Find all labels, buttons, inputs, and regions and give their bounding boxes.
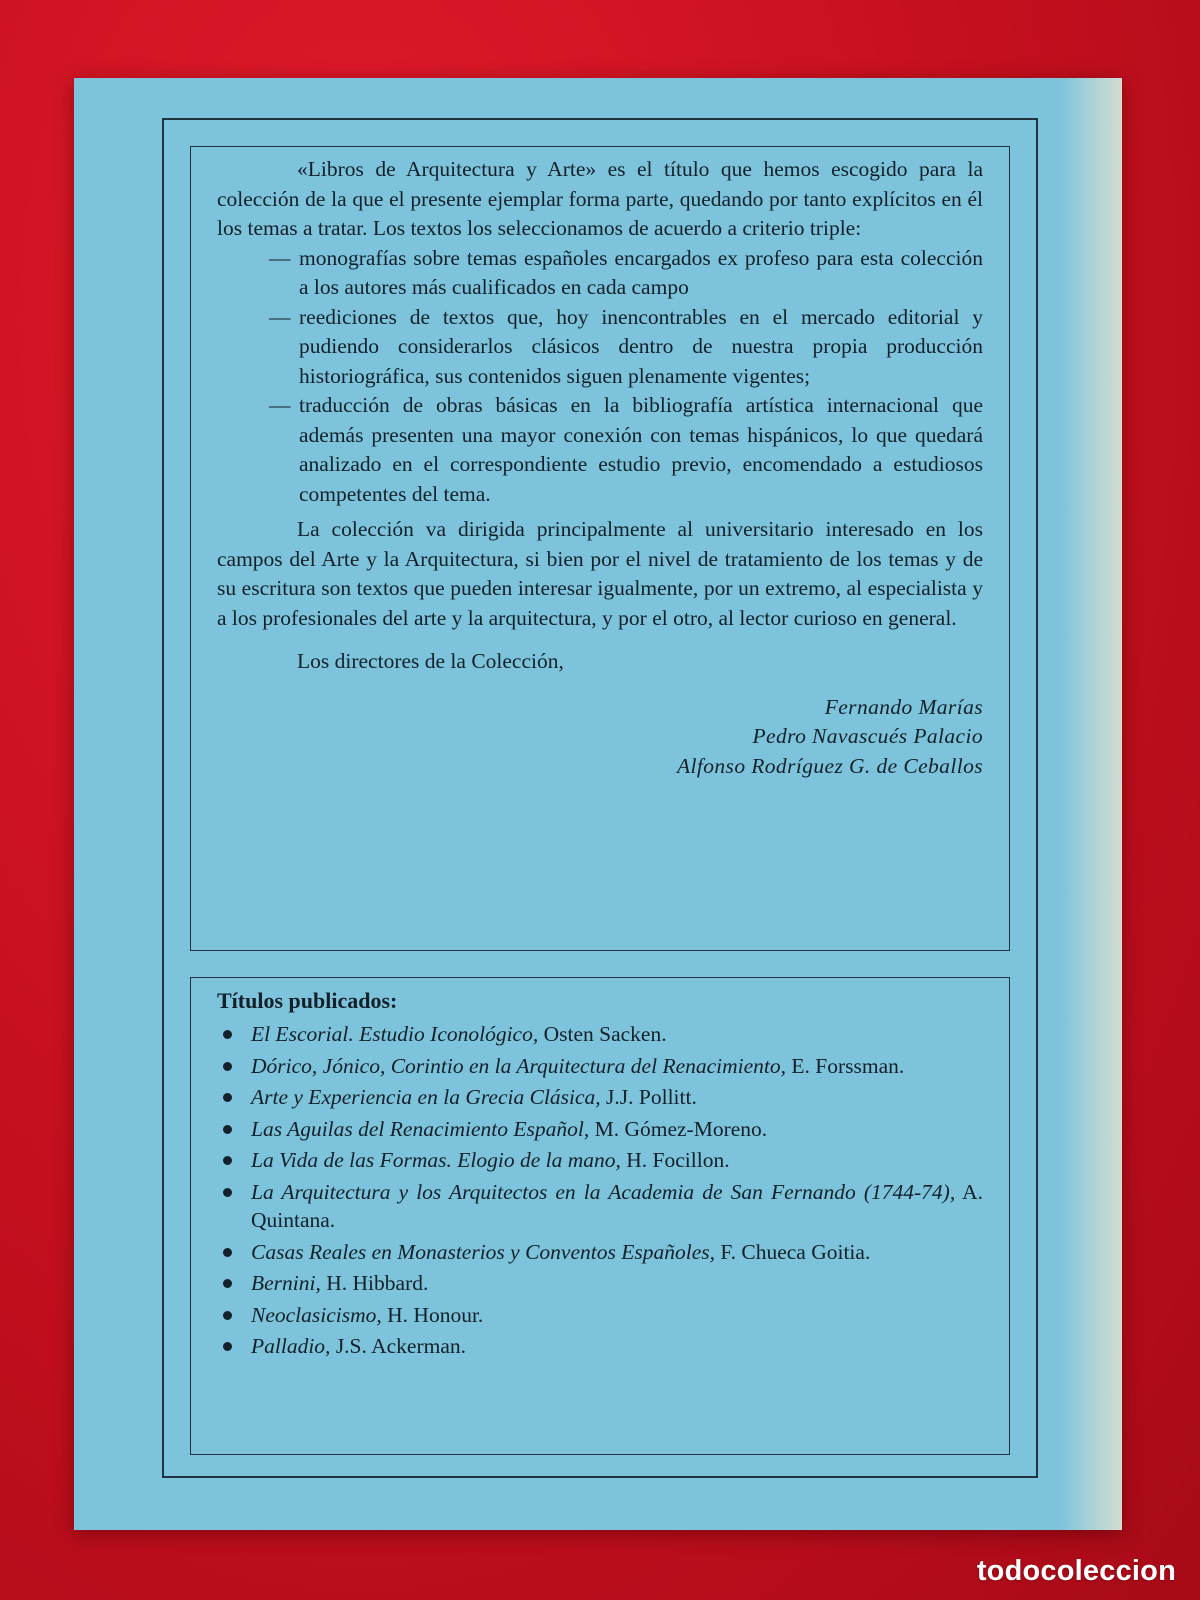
dash-marker: — bbox=[269, 245, 291, 270]
collection-intro-panel bbox=[190, 146, 1010, 951]
book-title: Bernini, bbox=[251, 1271, 321, 1295]
bullet-icon bbox=[223, 1279, 232, 1288]
book-title: Arte y Experiencia en la Grecia Clásica, bbox=[251, 1085, 601, 1109]
book-title: Casas Reales en Monasterios y Conventos Españoles, bbox=[251, 1239, 715, 1264]
outer-border-frame bbox=[162, 118, 1038, 1478]
bullet-icon bbox=[223, 1248, 232, 1257]
list-item bbox=[217, 1083, 983, 1112]
book-author: H. Hibbard. bbox=[320, 1271, 429, 1295]
book-author: H. Honour. bbox=[381, 1302, 484, 1327]
intro-paragraph-2: La colección va dirigida principalmente al universitario interesado en los campos del Arte y la Arquitectura, si bien por el nivel de tratamiento de los temas y de su escritura son textos que pueden interesar igualmente, por un extremo, al especialista y a los profesionales del arte y la arquitectura, y por el otro, al lector curioso en general. bbox=[217, 517, 983, 630]
list-item bbox=[217, 1178, 983, 1235]
book-author: J.J. Pollitt. bbox=[600, 1085, 697, 1109]
criteria-item bbox=[217, 303, 983, 392]
published-titles-panel bbox=[190, 977, 1010, 1455]
intro-paragraph-1: «Libros de Arquitectura y Arte» es el título que hemos escogido para la colección de la que el presente ejemplar forma parte, quedando por tanto explícitos en él los temas a tratar. Los textos los seleccionamos de acuerdo a criterio triple: bbox=[217, 157, 983, 240]
book-title: La Vida de las Formas. Elogio de la mano, bbox=[251, 1148, 621, 1172]
criteria-item-text: traducción de obras básicas en la bibliografía artística internacional que además presenten una mayor conexión con temas hispánicos, lo que quedará analizado en el correspondiente estudio previo, encomendado a estudiosos competentes del tema. bbox=[299, 393, 983, 506]
bullet-icon bbox=[223, 1311, 232, 1320]
list-item bbox=[217, 1238, 983, 1267]
book-title: Dórico, Jónico, Corintio en la Arquitectura del Renacimiento, bbox=[251, 1053, 787, 1078]
book-author: A. Quintana. bbox=[251, 1179, 984, 1232]
book-author: H. Focillon. bbox=[620, 1148, 730, 1172]
list-item bbox=[217, 1301, 983, 1330]
book-title: Palladio, bbox=[251, 1334, 331, 1358]
bullet-icon bbox=[223, 1125, 232, 1134]
list-item bbox=[217, 1332, 983, 1361]
watermark-logo: todocoleccion bbox=[976, 1555, 1176, 1587]
bullet-icon bbox=[223, 1030, 232, 1039]
book-author: F. Chueca Goitia. bbox=[715, 1239, 871, 1264]
criteria-item bbox=[217, 244, 983, 303]
bullet-icon bbox=[223, 1062, 232, 1071]
bullet-icon bbox=[223, 1342, 232, 1351]
book-author: E. Forssman. bbox=[786, 1053, 905, 1078]
criteria-item-text: monografías sobre temas españoles encargados ex profeso para esta colección a los autores más cualificados en cada campo bbox=[299, 245, 983, 299]
book-author: M. Gómez-Moreno. bbox=[589, 1116, 768, 1141]
directors-signatures bbox=[217, 693, 983, 782]
list-item bbox=[217, 1146, 983, 1175]
director-name: Pedro Navascués Palacio bbox=[752, 724, 983, 748]
closing-line: Los directores de la Colección, bbox=[297, 649, 564, 673]
published-titles-heading: Títulos publicados: bbox=[217, 988, 398, 1013]
book-title: Las Aguilas del Renacimiento Español, bbox=[251, 1116, 590, 1141]
published-titles-list bbox=[217, 1020, 983, 1361]
director-name: Fernando Marías bbox=[824, 694, 983, 719]
criteria-list bbox=[217, 244, 983, 510]
list-item bbox=[217, 1020, 983, 1049]
book-title: El Escorial. Estudio Iconológico, bbox=[251, 1022, 539, 1046]
criteria-item-text: reediciones de textos que, hoy inencontrables en el mercado editorial y pudiendo considerarlos clásicos dentro de nuestra propia producción historiográfica, sus contenidos siguen plenamente vigentes; bbox=[299, 304, 983, 388]
book-title: La Arquitectura y los Arquitectos en la Academia de San Fernando (1744-74), bbox=[251, 1179, 956, 1204]
bullet-icon bbox=[223, 1156, 232, 1165]
list-item bbox=[217, 1269, 983, 1298]
book-back-cover bbox=[74, 78, 1122, 1530]
book-title: Neoclasicismo, bbox=[251, 1302, 382, 1327]
list-item bbox=[217, 1052, 983, 1081]
book-author: J.S. Ackerman. bbox=[330, 1334, 466, 1358]
dash-marker: — bbox=[269, 393, 291, 417]
dash-marker: — bbox=[269, 304, 291, 329]
book-spine-edge bbox=[1060, 78, 1122, 1530]
bullet-icon bbox=[223, 1188, 232, 1197]
director-name: Alfonso Rodríguez G. de Ceballos bbox=[676, 753, 983, 778]
bullet-icon bbox=[223, 1093, 232, 1102]
book-author: Osten Sacken. bbox=[538, 1022, 667, 1046]
list-item bbox=[217, 1115, 983, 1144]
criteria-item bbox=[217, 391, 983, 509]
